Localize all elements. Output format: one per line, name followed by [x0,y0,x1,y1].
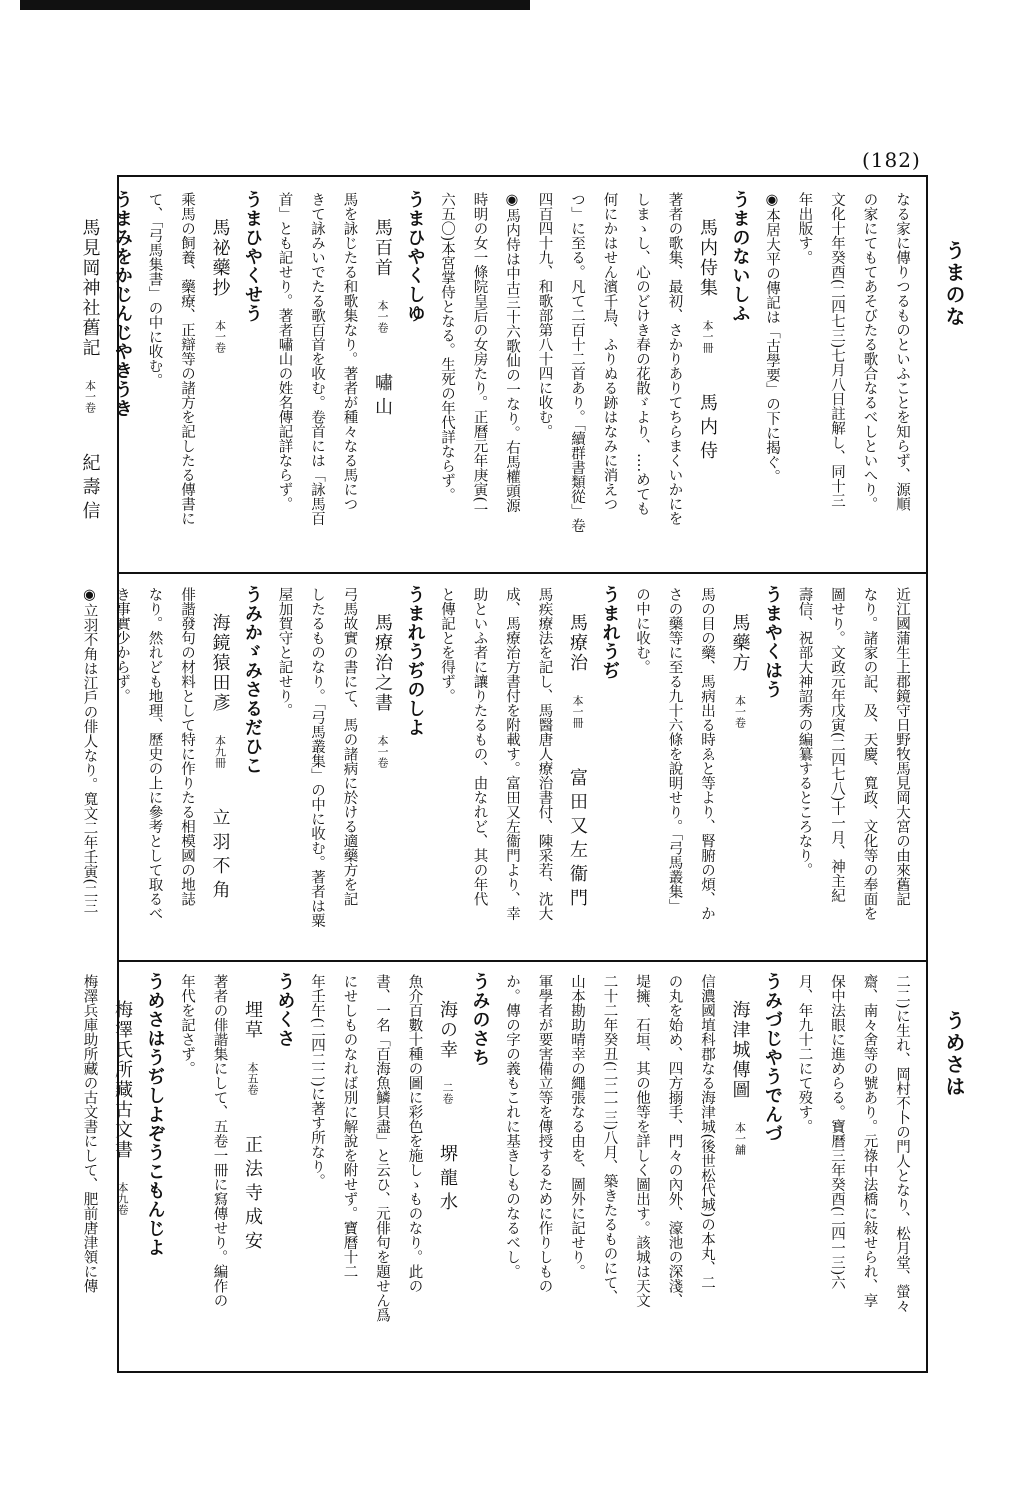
body-text-line: 山本勘助晴幸の繩張なる由を、圖外に記せり。 [569,974,585,1279]
entry-title: 馬内侍集 [697,218,718,298]
entry-title: 馬祕藥抄 [209,218,231,298]
entry-reading-heading: うまひやくせう [242,190,263,323]
entry-title-line [203,585,236,951]
body-text-line: きて詠みいでたる歌百首を收む。卷首には「詠馬百 [309,192,325,526]
body-text-line: ◉本居大平の傳記は「古學要」の下に揭ぐ。 [764,192,780,484]
body-text-line: しまゝし、心のどけき春の花散ゞより、‥‥めても [634,192,650,516]
page-number: (182) [862,148,921,172]
entry-title-line [203,190,236,564]
entry-reading-heading: うめくさ [274,972,296,1048]
body-text-line: 何にかはせん濱千鳥、ふりぬる跡はなみに消えつ [601,192,618,511]
body-text-line: の家にてもてあそびたる歌合なるべしといへり。 [861,192,878,511]
body-text-line: 圖せり。文政元年戊寅(二四七八)十一月、神主紀 [829,587,845,903]
entry-volume: 本五卷 [246,1062,259,1095]
body-text-line: と傳記とを得ず。 [439,587,455,703]
body-text-line: 馬疾療法を記し、馬醫唐人療治書付、陳采若、沈大 [536,587,553,921]
body-text-line: 六五〇)本宮掌侍となる。生死の年代詳ならず。 [439,192,455,503]
entry-title-line [366,585,399,951]
body-text-line: 馬を詠じたる和歌集なり。著者が種々なる馬につ [341,192,358,511]
top-scan-bar [20,0,530,10]
body-text-line: 著者の歌集、最初、さかりありてちらまくいかにを [666,192,683,526]
body-text-line: なり。然れども地理、歷史の上に參考として取るべ [146,587,163,921]
entry-volume: 本九冊 [213,735,227,768]
entry-author: 紀壽信 [79,453,101,525]
entry-reading-heading: うまれうぢ [599,585,621,680]
running-head-bottom: うめさは [942,1010,966,1098]
entry-volume: 本一舖 [733,1122,747,1155]
entry-title: 馬療治之書 [372,613,393,713]
body-text-line: 二二)に生れ、岡村不卜の門人となり、松月堂、螢々 [894,974,910,1314]
section-2-text [81,585,918,951]
body-text-line: の丸を始め、四方搦手、門々の內外、濠池の深淺、 [666,974,683,1308]
body-text-line: て、「弓馬集書」の中に收む。 [146,192,163,388]
body-text-line: ◉立羽不角は江戶の俳人なり。寬文二年壬寅(二三 [81,587,98,914]
entry-reading-heading: うまひやくしゆ [404,190,426,323]
entry-title: 海津城傳圖 [729,1000,751,1100]
entry-title-line [366,190,399,564]
body-text-line: 弓馬故實の書にて、馬の諸病に於ける適藥方を記 [341,587,358,906]
body-text-line: 乘馬の飼養、藥療、正辯等の諸方を記したる傳書に [179,192,195,526]
entry-title: 海鏡猿田彥 [209,613,231,713]
body-text-line: なり。諸家の記、及、天慶、寬政、文化等の奉面を [861,587,878,921]
entry-reading-heading: うまやくはう [762,585,783,699]
body-text-line: 二十二年癸丑(二二一三)八月、築きたるものにて、 [601,974,618,1305]
entry-title: 馬藥方 [729,613,751,673]
body-text-line: の中に收む。 [634,587,650,674]
body-text-line: なる家に傳りつるものといふことを知らず、源順 [894,192,910,511]
body-text-line: ◉馬内侍は中古三十六歌仙の一なり。右馬權頭源 [504,192,520,513]
entry-author: 堺龍水 [437,1144,458,1216]
body-text-line: 梅澤兵庫助所藏の古文書にして、肥前唐津領に傳 [81,974,98,1293]
section-1-text [79,190,918,564]
entry-volume: 二卷 [441,1082,454,1104]
body-text-line: 堤擁、石垣、其の他等を詳しく圖出す。該城は天文 [634,974,650,1308]
body-text-line: にせしものなれば別に解說を附せず。寶曆十二 [341,974,358,1279]
running-head-top: うまのな [942,240,966,328]
entry-volume: 本一卷 [83,380,97,413]
body-text-line: 四百四十九、和歌部第八十四に收む。 [536,192,553,439]
body-text-line: 著者の俳諧集にして、五卷一冊に寫傳せり。編作の [211,974,228,1308]
body-text-line: 魚介百數十種の圖に彩色を施しゝものなり。此の [406,974,423,1293]
body-text-line: 成、馬療治方書付を附載す。富田又左衞門より、幸 [504,587,520,921]
entry-title-line [561,585,594,951]
entry-author: 嘯山 [372,373,393,421]
body-text-line: 壽信、祝部大神詔秀の編纂するところなり。 [796,587,813,877]
body-text-line: 屋加賀守と記せり。 [276,587,293,718]
body-text-line: したるものなり。「弓馬叢集」の中に收む。著者は粟 [309,587,325,928]
entry-reading-heading: うまのないしふ [729,190,751,323]
entry-title-line [723,585,756,951]
entry-reading-heading: うめさはうぢしよぞうこもんじよ [144,972,166,1257]
entry-author: 正法寺成安 [242,1135,263,1255]
entry-title: 馬見岡神社舊記 [79,218,101,358]
body-text-line: 軍學者が要害備立等を傳授するために作りしもの [536,974,553,1293]
body-text-line: き事實少からず。 [114,587,130,703]
body-text-line: 年出版す。 [796,192,813,265]
body-text-line: 月、年九十二にて歿す。 [796,974,813,1134]
body-text-line: か。傳の字の義もこれに基きしものなるべし。 [504,974,520,1279]
entry-volume: 本一冊 [701,320,714,353]
entry-volume: 本一冊 [571,695,584,728]
body-text-line: 年壬午(二四二二)に著す所なり。 [309,974,325,1189]
entry-reading-heading: うみのさち [469,972,491,1067]
body-text-line: 書、一名「百海魚鱗貝盡」と云ひ、元俳句を題せん爲 [374,974,390,1322]
entry-volume: 本九卷 [116,1182,129,1215]
entry-volume: 本一卷 [376,735,389,768]
entry-volume: 本一卷 [213,320,227,353]
entry-title: 海の幸 [437,1000,458,1060]
body-text-line: 時明の女一條院皇后の女房たり。正曆元年庚寅(一 [471,192,488,517]
body-text-line: さの藥等に至る九十六條を說明せり。「弓馬叢集」 [666,587,683,914]
entry-volume: 本一卷 [733,695,747,728]
entry-reading-heading: うみかゞみさるだひこ [242,585,263,775]
entry-title: 梅澤氏所藏古文書 [112,1000,133,1160]
body-text-line: 齋、南々舍等の號あり。元祿中法橋に敍せられ、享 [861,974,878,1308]
body-text-line: 助といふ者に讓りたるもの、由なれど、其の年代 [471,587,488,906]
entry-title-line [431,972,464,1364]
entry-title-line [691,190,724,564]
body-text-line: 年代を記さず。 [179,974,195,1076]
entry-author: 立羽不角 [209,808,231,904]
entry-author: 馬内侍 [697,393,718,465]
entry-author: 富田又左衞門 [567,768,588,912]
entry-reading-heading: うまみをかじんじやきうき [112,190,133,418]
body-text-line: 馬の目の藥、馬病出る時ゑと等より、腎腑の煩、か [699,587,715,921]
entry-title-line [106,972,139,1364]
entry-title: 馬療治 [567,613,588,673]
body-text-line: 文化十年癸酉(二四七三)七月八日註解し、同十三 [829,192,845,508]
entry-volume: 本一卷 [376,300,389,333]
entry-reading-heading: うみづじやうでんづ [762,972,783,1143]
body-text-line: 近江國蒲生上郡鏡守日野牧馬見岡大宮の由來舊記 [894,587,910,906]
entry-title-line [236,972,269,1364]
entry-title: 埋草 [242,1000,263,1040]
body-text-line: 保中法眼に進めらる。寶曆三年癸酉(二四一三)六 [829,974,845,1290]
body-text-line: 信濃國埴科郡なる海津城(後世松代城)の本丸、二 [699,974,715,1290]
section-divider-1 [117,572,928,574]
section-divider-2 [117,960,928,962]
body-text-line: 俳諧發句の材料として特に作りたる相模國の地誌 [179,587,195,906]
section-3-text [81,972,918,1364]
entry-reading-heading: うまれうぢのしよ [404,585,426,737]
body-text-line: つ」に至る。凡て二百十二首あり。「續群書類從」卷 [569,192,585,533]
entry-title-line [73,190,106,564]
entry-title: 馬百首 [372,218,393,278]
entry-title-line [723,972,756,1364]
body-text-line: 首」とも記せり。著者嘯山の姓名傳記詳ならず。 [276,192,293,511]
